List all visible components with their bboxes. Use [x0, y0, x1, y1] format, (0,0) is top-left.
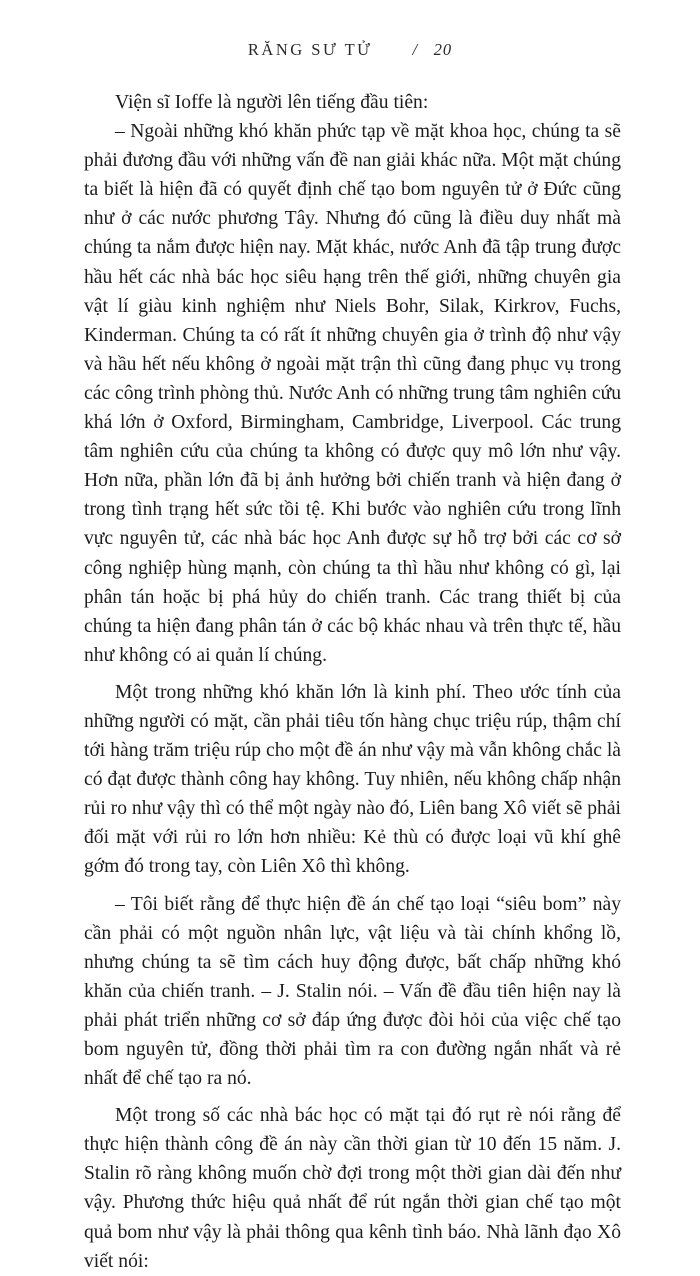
paragraph: – Tôi biết rằng để thực hiện đề án chế tạo loại “siêu bom” này cần phải có một nguồn nhân lực, vật liệu và tài chính khổng lồ, nhưng chúng ta sẽ tìm cách huy động được, bất chấp những khó khăn của chiến tranh. – J. Stalin nói. – Vấn đề đầu tiên hiện nay là phải phát triển những cơ sở đáp ứng được đòi hỏi của việc chế tạo bom nguyên tử, đồng thời phải tìm ra con đường ngắn nhất và rẻ nhất để chế tạo ra nó.	[84, 893, 621, 1090]
paragraph: – Ngoài những khó khăn phức tạp về mặt khoa học, chúng ta sẽ phải đương đầu với những vấn đề nan giải khác nữa. Một mặt chúng ta biết là hiện đã có quyết định chế tạo bom nguyên tử ở Đức cũng như ở các nước phương Tây. Nhưng đó cũng là điều duy nhất mà chúng ta nắm được hiện nay. Mặt khác, nước Anh đã tập trung được hầu hết các nhà bác học siêu hạng trên thế giới, những chuyên gia vật lí giàu kinh nghiệm như Niels Bohr, Silak, Kirkrov, Fuchs, Kinderman. Chúng ta có rất ít những chuyên gia ở trình độ như vậy và hầu hết nếu không ở ngoài mặt trận thì cũng đang phục vụ trong các công trình phòng thủ. Nước Anh có những trung tâm nghiên cứu khá lớn ở Oxford, Birmingham, Cambridge, Liverpool. Các trung tâm nghiên cứu của chúng ta không có được quy mô lớn như vậy. Hơn nữa, phần lớn đã bị ảnh hưởng bởi chiến tranh và hiện đang ở trong tình trạng hết sức tồi tệ. Khi bước vào nghiên cứu trong lĩnh vực nguyên tử, các nhà bác học Anh được sự hỗ trợ bởi các cơ sở công nghiệp hùng mạnh, còn chúng ta thì hầu như không có gì, lại phân tán hoặc bị phá hủy do chiến tranh. Các trang thiết bị của chúng ta hiện đang phân tán ở các bộ khác nhau và trên thực tế, hầu như không có ai quản lí chúng.	[84, 121, 621, 666]
paragraph: Viện sĩ Ioffe là người lên tiếng đầu tiên:	[115, 92, 429, 113]
body-text	[84, 88, 621, 1276]
header-separator: /	[412, 40, 420, 59]
paragraph: Một trong những khó khăn lớn là kinh phí. Theo ước tính của những người có mặt, cần phải tiêu tốn hàng chục triệu rúp, thậm chí tới hàng trăm triệu rúp cho một đề án như vậy mà vẫn không chắc là có đạt được thành công hay không. Tuy nhiên, nếu không chấp nhận rủi ro như vậy thì có thể một ngày nào đó, Liên bang Xô viết sẽ phải đối mặt với rủi ro lớn hơn nhiều: Kẻ thù có được loại vũ khí ghê gớm đó trong tay, còn Liên Xô thì không.	[84, 681, 621, 878]
paragraph: Một trong số các nhà bác học có mặt tại đó rụt rè nói rằng để thực hiện thành công đề án này cần thời gian từ 10 đến 15 năm. J. Stalin rõ ràng không muốn chờ đợi trong một thời gian dài đến như vậy. Phương thức hiệu quả nhất để rút ngắn thời gian chế tạo một quả bom như vậy là phải thông qua kênh tình báo. Nhà lãnh đạo Xô viết nói:	[84, 1105, 621, 1272]
running-header	[0, 40, 700, 60]
page-number: 20	[433, 40, 453, 59]
book-title: RĂNG SƯ TỬ	[247, 40, 373, 59]
